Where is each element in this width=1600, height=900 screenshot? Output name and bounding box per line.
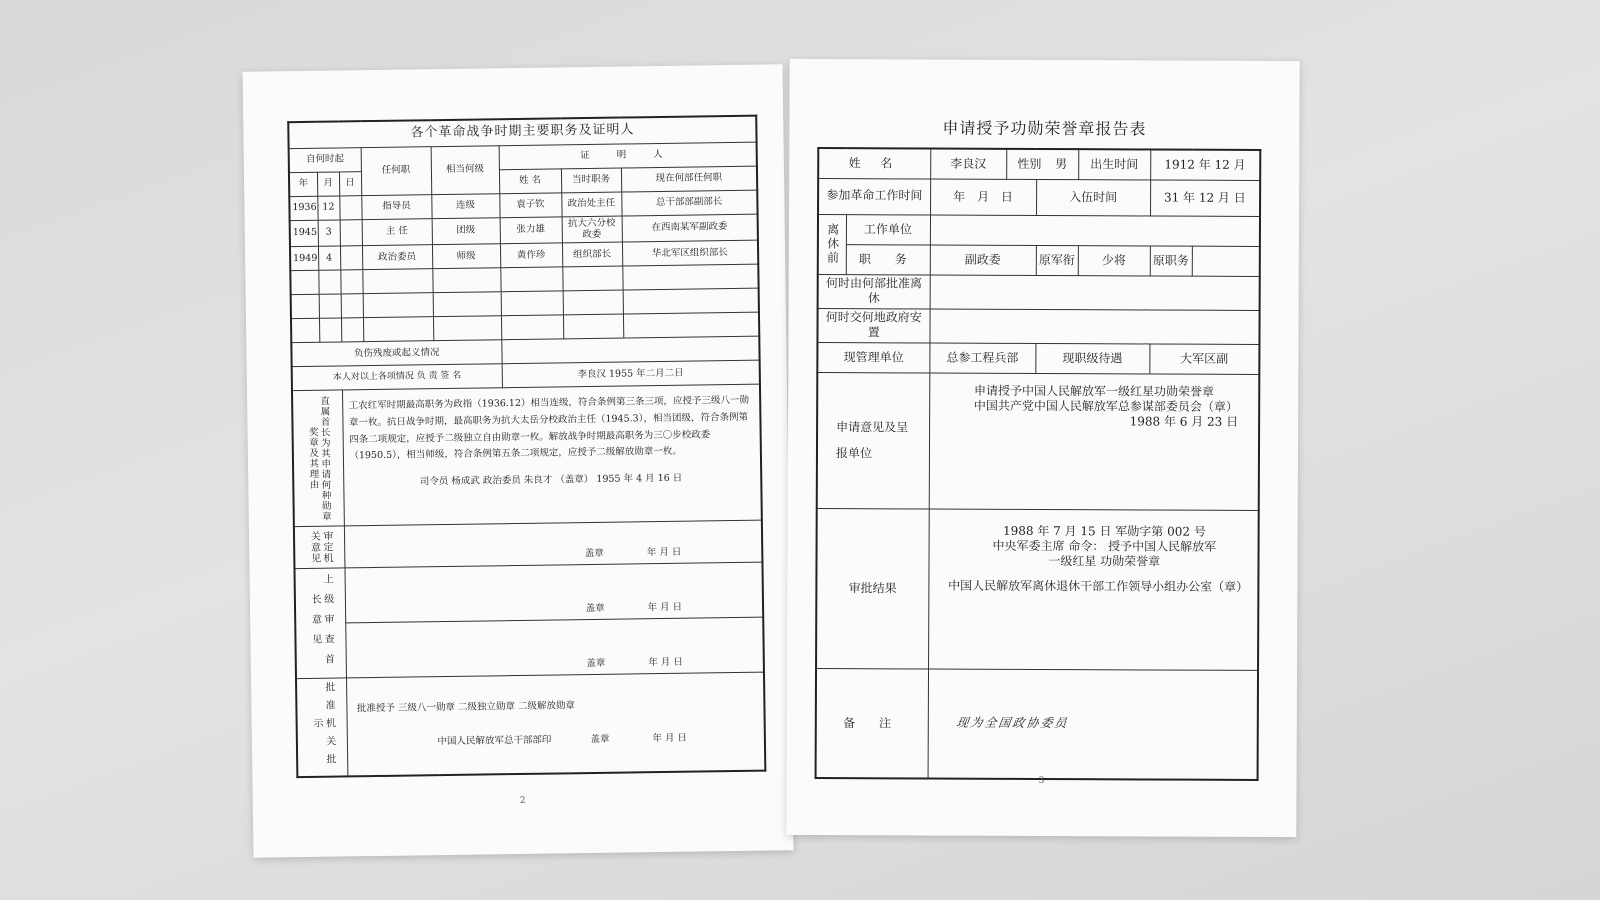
reason-cell: [342, 384, 762, 526]
join-label: 参加革命工作时间: [818, 178, 930, 214]
superior-date-2: 年 月 日: [648, 657, 684, 669]
cell-position: 政治委员: [362, 245, 432, 270]
header-since: 自何时起: [289, 147, 361, 172]
cell-position: 主 任: [362, 218, 432, 246]
transfer-label: 何时交何地政府安置: [817, 308, 929, 343]
enlist-label: 入伍时间: [1036, 179, 1150, 215]
cell-year: 1949: [290, 247, 318, 271]
remark-value: 现为全国政协委员: [920, 669, 1266, 780]
mgmt-unit-value: 总参工程兵部: [929, 343, 1035, 373]
current-level-value: 大军区副: [1149, 344, 1259, 374]
result-cell: [928, 509, 1259, 670]
cell-level: 团级: [432, 217, 500, 245]
superior-stamp-cell-2: [345, 617, 764, 678]
cell-month: 3: [318, 219, 340, 246]
header-witness-then-post: 当时职务: [561, 168, 621, 193]
work-unit-label: 工作单位: [846, 214, 930, 244]
opinion-line-1: 申请授予中国人民解放军一级红星功勋荣誉章: [973, 383, 1215, 399]
result-line-3: 一级红星 功勋荣誉章: [1048, 553, 1161, 569]
table-title: 各个革命战争时期主要职务及证明人: [288, 116, 756, 149]
mgmt-unit-label: 现管理单位: [817, 342, 929, 372]
cell-level: 连级: [431, 193, 499, 218]
approval-text: 批准授予 三级八一勋章 二级独立勋章 二级解放勋章: [356, 700, 576, 715]
page-number: 2: [519, 795, 526, 807]
approval-org: 中国人民解放军总干部部印: [437, 734, 552, 748]
self-check-value: 李良汉 1955 年二月二日: [502, 360, 760, 388]
review-stamp: 盖章: [584, 548, 604, 560]
gender-label: 性别: [1017, 156, 1042, 171]
result-label: 审批结果: [816, 508, 929, 668]
result-line-1: 1988 年 7 月 15 日 军勋字第 002 号: [1002, 523, 1206, 539]
cell-current-post: 在西南某军副政委: [622, 214, 758, 243]
cell-month: 12: [317, 195, 339, 219]
name-label: 姓 名: [818, 148, 930, 178]
cell-year: 1945: [290, 220, 318, 247]
work-unit-value: [930, 215, 1260, 246]
opinion-line-3: 1988 年 6 月 23 日: [1129, 414, 1239, 429]
right-page: [786, 59, 1299, 837]
wartime-duties-table: [287, 115, 766, 778]
gender-value: 男: [1055, 156, 1068, 171]
report-title: 申请授予功勋荣誉章报告表: [942, 118, 1147, 139]
birth-value: 1912 年 12 月: [1150, 149, 1260, 179]
retire-label: 离休前: [818, 214, 846, 274]
header-position: 任何职: [361, 146, 432, 195]
honor-report-table: [815, 147, 1262, 781]
cell-current-post: 总干部部副部长: [621, 190, 757, 216]
review-date: 年 月 日: [646, 547, 682, 559]
review-label: 审定机关意见: [294, 526, 345, 569]
cell-then-post: 抗大六分校政委: [562, 216, 622, 244]
retire-approval-value: [930, 275, 1260, 311]
cell-position: 指导员: [361, 194, 431, 219]
cell-month: 4: [318, 246, 340, 270]
current-level-label: 现职级待遇: [1035, 343, 1149, 373]
reason-label: 直属首长为其申请何种勋章奖章及其理由: [292, 390, 344, 527]
review-stamp-cell: [344, 520, 763, 568]
injury-label: 负伤残废或起义情况: [291, 340, 501, 367]
orig-post-label: 原职务: [1150, 245, 1192, 275]
enlist-value: 31 年 12 月 日: [1150, 179, 1260, 215]
retire-approval-label: 何时由何部批准离休: [818, 274, 930, 309]
header-day: 日: [339, 171, 361, 195]
cell-then-post: 政治处主任: [561, 192, 621, 217]
superior-stamp-cell-1: [344, 562, 763, 623]
header-witness: 证 明 人: [499, 142, 757, 170]
approval-date: 年 月 日: [652, 733, 688, 745]
post-value: 副政委: [930, 245, 1036, 275]
superior-stamp-1: 盖章: [585, 603, 605, 615]
header-month: 月: [317, 171, 339, 195]
remark-label: 备 注: [816, 668, 928, 778]
orig-post-value: [1192, 246, 1260, 276]
approval-footer: [357, 721, 754, 761]
opinion-line-2: 中国共产党中国人民解放军总参谋部委员会（章）: [973, 398, 1238, 414]
join-value: 年 月 日: [930, 179, 1036, 215]
superior-stamp-2: 盖章: [586, 658, 606, 670]
cell-witness-name: 张力雄: [500, 216, 562, 244]
name-value: 李良汉: [930, 149, 1006, 179]
left-page: [243, 64, 794, 857]
cell-day: [340, 219, 362, 246]
result-line-4: 中国人民解放军离休退休干部工作领导小组办公室（章）: [948, 578, 1249, 594]
page-number: 3: [1038, 775, 1045, 787]
orig-rank-label: 原军衔: [1036, 245, 1078, 275]
cell-day: [340, 246, 362, 270]
post-label: 职 务: [846, 244, 930, 274]
superior-date-1: 年 月 日: [647, 602, 683, 614]
orig-rank-value: 少将: [1078, 245, 1150, 275]
opinion-label: 申请意见及呈报单位: [817, 372, 930, 508]
transfer-value: [929, 309, 1259, 345]
cell-day: [339, 195, 361, 219]
opinion-cell: [929, 373, 1260, 510]
result-line-2: 中央军委主席 命令： 授予中国人民解放军: [992, 538, 1217, 554]
approval-stamp: 盖章: [590, 734, 610, 746]
header-witness-name: 姓 名: [499, 168, 561, 193]
reason-signature: 司令员 杨成武 政治委员 朱良才 （盖章） 1955 年 4 月 16 日: [419, 472, 683, 488]
reason-text: 工农红军时期最高职务为政指（1936.12）相当连级，符合条例第三条三项，应授予三级八一勋章一枚。抗日战争时期，最高职务为抗大太岳分校政治主任（1945.3），相当团级，符合条例第四条二项规定，应授予二级独立自由勋章一枚。解放战争时期最高职务为三〇步校政委（1950.5），相当师级，符合条例第五条二项规定，应授予二级解放勋章一枚。: [348, 395, 750, 462]
gender-cell: [1006, 149, 1078, 179]
approval-label: 批准机关批示: [296, 678, 347, 777]
approval-cell: [346, 672, 765, 776]
cell-then-post: 组织部长: [562, 242, 622, 267]
header-witness-current-post: 现在何部任何职: [621, 166, 757, 192]
superior-label: 上级审查首长意见: [294, 568, 346, 679]
cell-witness-name: 黄作珍: [500, 243, 562, 268]
cell-witness-name: 袁子钦: [499, 192, 561, 217]
injury-value: [501, 336, 759, 364]
cell-year: 1936: [289, 196, 317, 220]
cell-level: 师级: [432, 244, 500, 269]
header-equiv-level: 相当何级: [431, 145, 500, 194]
self-check-label: 本人对以上各项情况 负 责 签 名: [292, 364, 502, 391]
cell-current-post: 华北军区组织部长: [622, 240, 758, 266]
birth-label: 出生时间: [1078, 149, 1150, 179]
header-year: 年: [289, 172, 317, 196]
